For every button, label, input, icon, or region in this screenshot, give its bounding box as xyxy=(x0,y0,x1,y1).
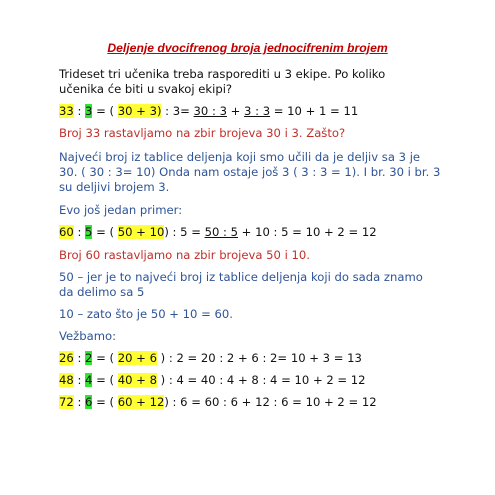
explanation-blue-2-line-2: da delimo sa 5 xyxy=(59,285,145,299)
dividend: 48 xyxy=(59,373,74,387)
practice-label: Vežbamo: xyxy=(59,329,117,343)
divisor: 6 xyxy=(85,395,93,409)
divisor: 5 xyxy=(85,225,93,239)
explanation-red-2: Broj 60 rastavljamo na zbir brojeva 50 i 10. xyxy=(59,248,310,262)
practice-equation-72 xyxy=(59,395,377,410)
equation-33 xyxy=(59,104,358,119)
result: ) : 2 = 20 : 2 + 6 : 2= 10 + 3 = 13 xyxy=(156,351,362,365)
explanation-blue-3: 10 – zato što je 50 + 10 = 60. xyxy=(59,307,233,321)
page-title: Deljenje dvocifrenog broja jednocifrenim brojem xyxy=(107,41,388,55)
dividend: 26 xyxy=(59,351,74,365)
sum-parts: 20 + 6 xyxy=(117,351,157,365)
explanation-blue-1-line-3: su deljivi brojem 3. xyxy=(59,180,170,194)
sum-parts: 50 + 10 xyxy=(117,225,165,239)
intro-line-2: učenika će biti u svakoj ekipi? xyxy=(59,82,233,96)
explanation-red-1: Broj 33 rastavljamo na zbir brojeva 30 i 3. Zašto? xyxy=(59,126,346,140)
sum-parts: 40 + 8 xyxy=(117,373,157,387)
divisor: 4 xyxy=(85,373,93,387)
practice-equation-26 xyxy=(59,351,362,366)
operator: = ( xyxy=(92,225,118,239)
result: ) : 6 = 60 : 6 + 12 : 6 = 10 + 2 = 12 xyxy=(164,395,377,409)
result: + 10 : 5 = 10 + 2 = 12 xyxy=(238,225,377,239)
explanation-blue-1-line-1: Najveći broj iz tablice deljenja koji smo učili da je deljiv sa 3 je xyxy=(59,150,421,164)
operator: + xyxy=(226,104,245,118)
operator: = ( xyxy=(92,104,118,118)
explanation-blue-1-line-2: 30. ( 30 : 3= 10) Onda nam ostaje još 3 ( 3 : 3 = 1). I br. 30 i br. 3 xyxy=(59,165,441,179)
intro-line-1: Trideset tri učenika treba rasporediti u 3 ekipe. Po koliko xyxy=(59,67,386,81)
dividend: 33 xyxy=(59,104,74,118)
sum-parts: 30 + 3) xyxy=(117,104,162,118)
practice-equation-48 xyxy=(59,373,366,388)
dividend: 72 xyxy=(59,395,74,409)
operator: : xyxy=(73,373,86,387)
sum-parts: 60 + 12 xyxy=(117,395,165,409)
result: = 10 + 1 = 11 xyxy=(270,104,359,118)
operator: = ( xyxy=(92,395,118,409)
operator: = ( xyxy=(92,373,118,387)
divisor: 2 xyxy=(85,351,93,365)
operator: = ( xyxy=(92,351,118,365)
operator: : xyxy=(73,225,86,239)
operator: : xyxy=(73,395,86,409)
operator: ) : 5 = xyxy=(164,225,205,239)
operator: : xyxy=(73,104,86,118)
partial-division: 3 : 3 xyxy=(244,104,271,118)
partial-division: 50 : 5 xyxy=(204,225,238,239)
operator: : 3= xyxy=(161,104,194,118)
dividend: 60 xyxy=(59,225,74,239)
result: ) : 4 = 40 : 4 + 8 : 4 = 10 + 2 = 12 xyxy=(156,373,366,387)
partial-division: 30 : 3 xyxy=(193,104,227,118)
example-intro: Evo još jedan primer: xyxy=(59,203,183,217)
equation-60 xyxy=(59,225,377,240)
operator: : xyxy=(73,351,86,365)
explanation-blue-2-line-1: 50 – jer je to najveći broj iz tablice deljenja koji do sada znamo xyxy=(59,270,423,284)
divisor: 3 xyxy=(85,104,93,118)
